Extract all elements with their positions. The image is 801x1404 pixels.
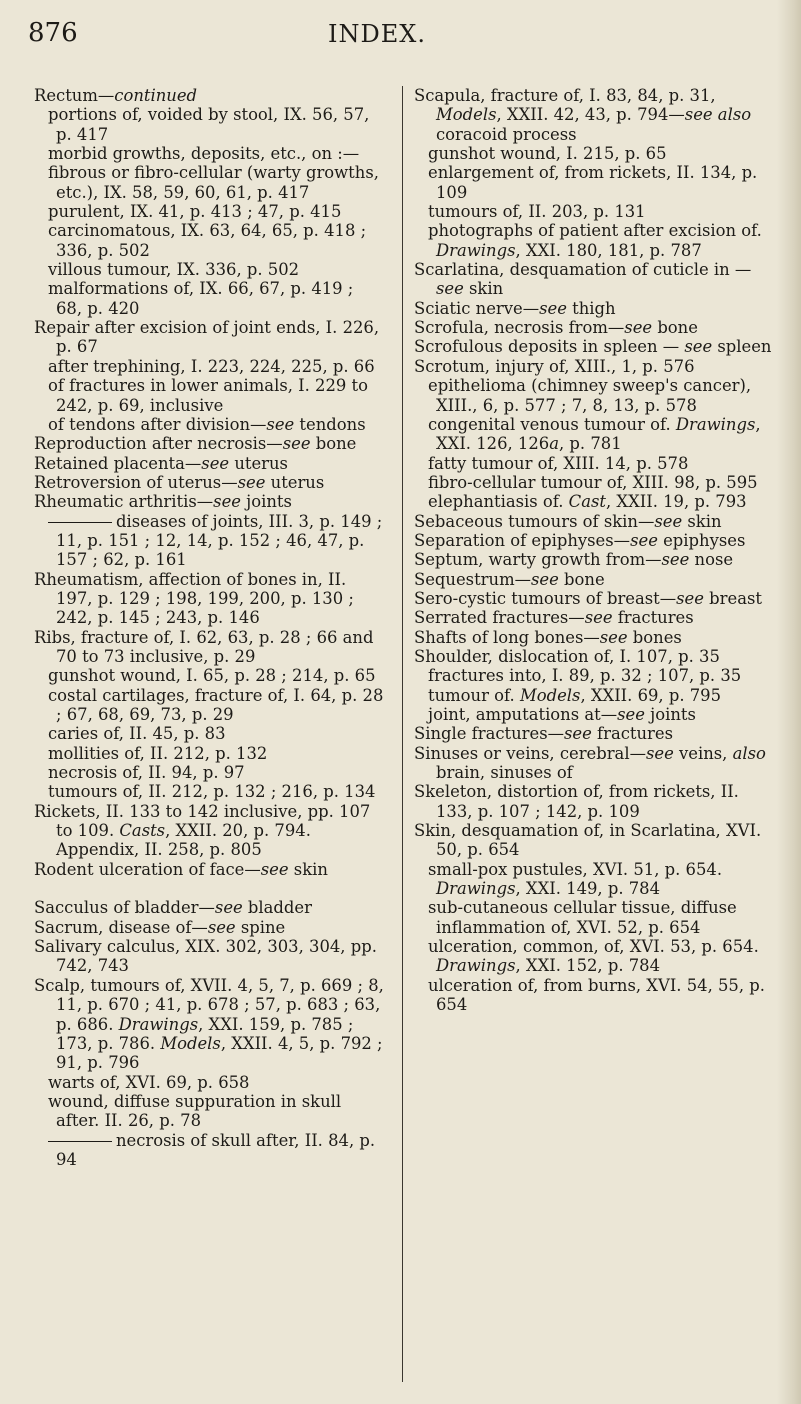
index-entry — [34, 898, 384, 917]
entry-text: tumours of, II. 203, p. 131 — [428, 202, 646, 222]
index-entry — [34, 86, 384, 105]
entry-text: Skeleton, distortion of, from rickets, II. 133, p. 107 ; 142, p. 109 — [414, 782, 739, 821]
ditto-dash — [48, 1141, 112, 1142]
entry-text: Rectum—continued — [34, 86, 198, 105]
entry-text: villous tumour, IX. 336, p. 502 — [48, 260, 300, 280]
index-entry — [414, 550, 774, 569]
entry-text: Rodent ulceration of face—see skin — [34, 859, 328, 879]
entry-text: Scrofula, necrosis from—see bone — [414, 318, 698, 338]
entry-text: Ribs, fracture of, I. 62, 63, p. 28 ; 66 and 70 to 73 inclusive, p. 29 — [34, 627, 374, 666]
entry-text: malformations of, IX. 66, 67, p. 419 ; 68, p. 420 — [48, 279, 354, 318]
index-subentry — [414, 860, 774, 899]
index-entry — [34, 434, 384, 453]
entry-text: Skin, desquamation of, in Scarlatina, XVI. 50, p. 654 — [414, 821, 762, 860]
index-subentry — [34, 744, 384, 763]
index-subentry — [34, 1131, 384, 1170]
entry-text: diseases of joints, III. 3, p. 149 ; 11, p. 151 ; 12, 14, p. 152 ; 46, 47, p. 157 ; 62, p. 161 — [56, 511, 383, 570]
entry-text: Salivary calculus, XIX. 302, 303, 304, pp. 742, 743 — [34, 937, 377, 976]
index-entry — [34, 976, 384, 1073]
running-head: INDEX. — [328, 20, 426, 48]
index-subentry — [34, 686, 384, 725]
index-entry — [34, 628, 384, 667]
entry-text: fibrous or fibro-cellular (warty growths, etc.), IX. 58, 59, 60, 61, p. 417 — [48, 163, 379, 202]
index-entry — [414, 299, 774, 318]
index-entry — [34, 918, 384, 937]
entry-text: Reproduction after necrosis—see bone — [34, 434, 357, 454]
index-subentry — [414, 415, 774, 454]
index-subentry — [414, 705, 774, 724]
index-subentry — [34, 782, 384, 801]
index-entry — [414, 318, 774, 337]
entry-text: purulent, IX. 41, p. 413 ; 47, p. 415 — [48, 202, 342, 222]
index-subentry — [414, 666, 774, 685]
entry-text: Scarlatina, desquamation of cuticle in —see skin — [414, 260, 752, 299]
ditto-dash — [48, 522, 112, 523]
index-subentry — [34, 202, 384, 221]
index-entry — [414, 628, 774, 647]
entry-text: Repair after excision of joint ends, I. 226, p. 67 — [34, 318, 380, 357]
index-subentry — [414, 376, 774, 415]
entry-text: Sacculus of bladder—see bladder — [34, 898, 312, 918]
entry-text: Scrotum, injury of, XIII., 1, p. 576 — [414, 356, 695, 376]
index-entry — [414, 531, 774, 550]
entry-text: photographs of patient after excision of. Drawings, XXI. 180, 181, p. 787 — [428, 221, 762, 260]
entry-text: morbid growths, deposits, etc., on :— — [48, 144, 360, 164]
entry-text: elephantiasis of. Cast, XXII. 19, p. 793 — [428, 492, 747, 512]
index-entry — [414, 744, 774, 783]
entry-text: of fractures in lower animals, I. 229 to 242, p. 69, inclusive — [48, 376, 368, 415]
entry-text: Sciatic nerve—see thigh — [414, 298, 616, 318]
index-entry — [414, 647, 774, 666]
page-edge-shadow — [777, 0, 801, 1404]
index-subentry — [414, 473, 774, 492]
entry-text: ulceration of, from burns, XVI. 54, 55, p. 654 — [428, 975, 765, 1015]
index-subentry — [34, 357, 384, 376]
entry-text: ulceration, common, of, XVI. 53, p. 654. Drawings, XXI. 152, p. 784 — [428, 937, 759, 976]
index-entry — [34, 473, 384, 492]
entry-text: enlargement of, from rickets, II. 134, p. 109 — [428, 163, 758, 202]
index-subentry — [34, 763, 384, 782]
index-subentry — [414, 163, 774, 202]
index-subentry — [34, 724, 384, 743]
entry-text: congenital venous tumour of. Drawings, XXI. 126, 126a, p. 781 — [428, 414, 761, 454]
index-subentry — [34, 221, 384, 260]
index-subentry — [414, 976, 774, 1015]
index-subentry — [34, 144, 384, 163]
entry-text: Retained placenta—see uterus — [34, 453, 288, 473]
index-entry — [414, 782, 774, 821]
index-subentry — [34, 512, 384, 570]
entry-text: Separation of epiphyses—see epiphyses — [414, 530, 746, 550]
index-entry — [34, 318, 384, 357]
index-entry — [414, 570, 774, 589]
entry-text: tumours of, II. 212, p. 132 ; 216, p. 134 — [48, 782, 376, 802]
entry-text: joint, amputations at—see joints — [428, 705, 696, 724]
index-entry — [34, 570, 384, 628]
entry-text: Scalp, tumours of, XVII. 4, 5, 7, p. 669 ; 8, 11, p. 670 ; 41, p. 678 ; 57, p. 683 ; 63, p. 686. Drawings, XXI. 159, p. 785 ; 173, p. 786. Models, XXII. 4, 5, p. 792 ; 91, p. 796 — [34, 975, 384, 1073]
entry-text: fibro-cellular tumour of, XIII. 98, p. 595 — [428, 472, 758, 492]
index-subentry — [414, 898, 774, 937]
index-entry — [414, 608, 774, 627]
index-entry — [414, 357, 774, 376]
entry-text: Sequestrum—see bone — [414, 569, 605, 589]
index-entry — [414, 821, 774, 860]
entry-text: necrosis of, II. 94, p. 97 — [48, 763, 245, 783]
entry-text: of tendons after division—see tendons — [48, 414, 366, 434]
column-divider — [402, 86, 403, 1382]
entry-text: Sero-cystic tumours of breast—see breast — [414, 588, 762, 608]
entry-text: wound, diffuse suppuration in skull after. II. 26, p. 78 — [48, 1091, 342, 1131]
index-entry — [34, 802, 384, 860]
entry-text: costal cartilages, fracture of, I. 64, p. 28 ; 67, 68, 69, 73, p. 29 — [48, 685, 384, 724]
index-subentry — [414, 202, 774, 221]
index-entry — [414, 512, 774, 531]
index-entry — [34, 860, 384, 879]
entry-text: mollities of, II. 212, p. 132 — [48, 743, 268, 763]
entry-text: Retroversion of uterus—see uterus — [34, 472, 325, 492]
entry-text: Single fractures—see fractures — [414, 724, 673, 744]
entry-text: Sebaceous tumours of skin—see skin — [414, 511, 722, 531]
index-subentry — [34, 415, 384, 434]
entry-text: portions of, voided by stool, IX. 56, 57, p. 417 — [48, 105, 370, 144]
index-entry — [414, 260, 774, 299]
index-entry — [34, 937, 384, 976]
index-subentry — [414, 454, 774, 473]
index-entry — [414, 724, 774, 743]
entry-text: fatty tumour of, XIII. 14, p. 578 — [428, 453, 689, 473]
section-gap — [34, 879, 384, 898]
entry-text: fractures into, I. 89, p. 32 ; 107, p. 35 — [428, 666, 742, 686]
index-subentry — [414, 221, 774, 260]
entry-text: carcinomatous, IX. 63, 64, 65, p. 418 ; 336, p. 502 — [48, 221, 367, 260]
entry-text: after trephining, I. 223, 224, 225, p. 66 — [48, 356, 375, 376]
index-subentry — [34, 279, 384, 318]
entry-text: Septum, warty growth from—see nose — [414, 550, 734, 570]
index-subentry — [414, 937, 774, 976]
entry-text: Sacrum, disease of—see spine — [34, 917, 286, 937]
entry-text: caries of, II. 45, p. 83 — [48, 724, 226, 744]
entry-text: Shafts of long bones—see bones — [414, 627, 682, 647]
index-subentry — [34, 163, 384, 202]
entry-text: Scapula, fracture of, I. 83, 84, p. 31, Models, XXII. 42, 43, p. 794—see also coracoid process — [414, 86, 752, 144]
index-subentry — [34, 260, 384, 279]
entry-text: tumour of. Models, XXII. 69, p. 795 — [428, 685, 722, 705]
entry-text: Rickets, II. 133 to 142 inclusive, pp. 107 to 109. Casts, XXII. 20, p. 794. Appendix, II. 258, p. 805 — [34, 801, 371, 860]
entry-text: Sinuses or veins, cerebral—see veins, also brain, sinuses of — [414, 743, 766, 783]
index-entry — [414, 337, 774, 356]
index-subentry — [34, 1073, 384, 1092]
entry-text: Serrated fractures—see fractures — [414, 608, 694, 628]
entry-text: Rheumatism, affection of bones in, II. 197, p. 129 ; 198, 199, 200, p. 130 ; 242, p. 145 ; 243, p. 146 — [34, 569, 354, 628]
index-entry — [34, 454, 384, 473]
index-subentry — [34, 1092, 384, 1131]
entry-text: small-pox pustules, XVI. 51, p. 654. Drawings, XXI. 149, p. 784 — [428, 859, 723, 899]
index-column-right — [414, 86, 774, 1015]
entry-text: Rheumatic arthritis—see joints — [34, 492, 292, 512]
entry-text: sub-cutaneous cellular tissue, diffuse inflammation of, XVI. 52, p. 654 — [428, 898, 737, 937]
entry-text: warts of, XVI. 69, p. 658 — [48, 1072, 250, 1092]
index-subentry — [34, 376, 384, 415]
entry-text: epithelioma (chimney sweep's cancer), XIII., 6, p. 577 ; 7, 8, 13, p. 578 — [428, 376, 752, 415]
entry-text: Scrofulous deposits in spleen — see spleen — [414, 337, 772, 357]
entry-text: gunshot wound, I. 215, p. 65 — [428, 144, 667, 164]
index-subentry — [414, 144, 774, 163]
index-entry — [414, 86, 774, 144]
page-number: 876 — [28, 18, 78, 48]
index-subentry — [34, 666, 384, 685]
index-entry — [34, 492, 384, 511]
entry-text: Shoulder, dislocation of, I. 107, p. 35 — [414, 646, 720, 666]
entry-text: necrosis of skull after, II. 84, p. 94 — [56, 1130, 376, 1169]
entry-text: gunshot wound, I. 65, p. 28 ; 214, p. 65 — [48, 666, 376, 686]
index-column-left — [34, 86, 384, 1169]
index-entry — [414, 589, 774, 608]
index-subentry — [34, 105, 384, 144]
index-subentry — [414, 686, 774, 705]
page-header — [28, 18, 768, 58]
index-subentry — [414, 492, 774, 511]
